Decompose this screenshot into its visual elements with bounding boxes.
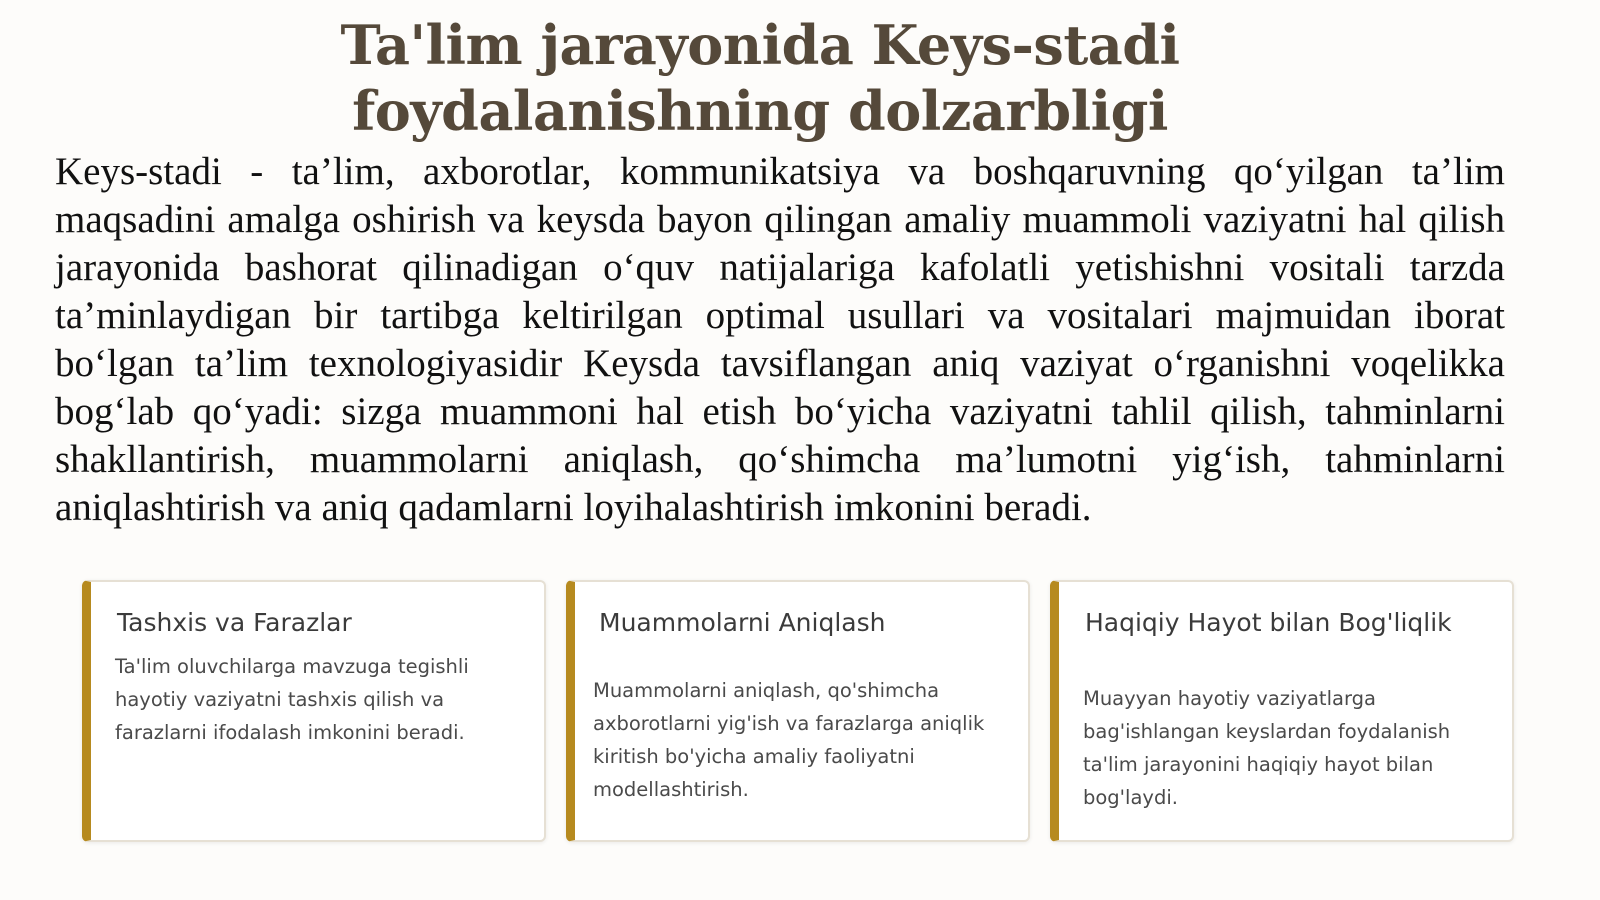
card-tashxis [82,580,546,842]
card-title: Muammolarni Aniqlash [599,608,886,637]
card-text: Muammolarni aniqlash, qo'shimcha axborotlarni yig'ish va farazlarga aniqlik kiritish bo'yicha amaliy faoliyatni modellashtirish. [593,679,985,801]
card-title: Tashxis va Farazlar [117,608,352,637]
card-muammolar [566,580,1030,842]
card-text: Ta'lim oluvchilarga mavzuga tegishli hayotiy vaziyatni tashxis qilish va farazlarni ifodalash imkonini beradi. [115,655,469,744]
card-title: Haqiqiy Hayot bilan Bog'liqlik [1085,608,1452,637]
card-haqiqiy-hayot [1050,580,1514,842]
slide-title: Ta'lim jarayonida Keys-stadi foydalanishning dolzarbligi [340,13,1180,143]
card-text: Muayyan hayotiy vaziyatlarga bag'ishlangan keyslardan foydalanish ta'lim jarayonini haqiqiy hayot bilan bog'laydi. [1083,687,1451,809]
slide-body-text: Keys-stadi - ta’lim, axborotlar, kommunikatsiya va boshqaruvning qo‘yilgan ta’lim maqsadini amalga oshirish va keysda bayon qilingan amaliy muammoli vaziyatni hal qilish jarayonida bashorat qilinadigan o‘quv natijalariga kafolatli yetishishni vositali tarzda ta’minlaydigan bir tartibga keltirilgan optimal usullari va vositalari majmuidan iborat bo‘lgan ta’lim texnologiyasidir Keysda tavsiflangan aniq vaziyat o‘rganishni voqelikka bog‘lab qo‘yadi: sizga muammoni hal etish bo‘yicha vaziyatni tahlil qilish, tahminlarni shakllantirish, muammolarni aniqlash, qo‘shimcha ma’lumotni yig‘ish, tahminlarni aniqlashtirish va aniq qadamlarni loyihalashtirish imkonini beradi. [55,150,1505,529]
